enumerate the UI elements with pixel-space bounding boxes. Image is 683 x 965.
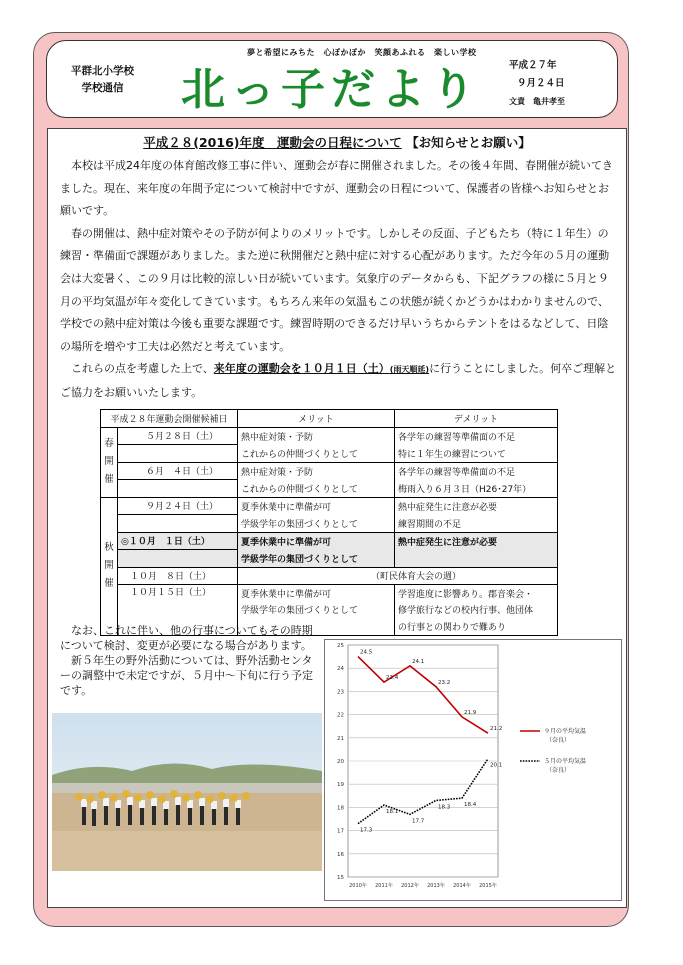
legend-label-sub: （奈良）: [546, 737, 571, 744]
table-row: [101, 585, 558, 602]
x-tick-label: 2011年: [375, 883, 393, 889]
data-label: 21.9: [464, 709, 477, 716]
data-label: 21.2: [490, 726, 503, 733]
y-tick-label: 18: [337, 805, 344, 812]
row-merit: 学級学年の集団づくりとして: [238, 602, 395, 619]
data-label: 18.4: [464, 802, 477, 809]
row-merit: これからの仲間づくりとして: [238, 445, 395, 463]
data-label: 23.4: [386, 675, 399, 682]
table-row: [101, 462, 558, 480]
y-tick-label: 23: [337, 689, 344, 696]
row-date: ９月２４日（土）: [118, 497, 238, 515]
issue-date: ９月２４日: [517, 78, 565, 89]
data-label: 18.3: [438, 804, 451, 811]
table-row: [101, 515, 558, 533]
paragraph-1: 本校は平成24年度の体育館改修工事に伴い、運動会が春に開催されました。その後４年間、春開催が続いてきました。現在、来年度の年間予定について検討中ですが、運動会の日程について、保護者の皆様へお知らせとお願いです。: [60, 159, 613, 218]
row-demerit: 梅雨入り６月３日（H26･27年）: [395, 480, 558, 498]
temperature-chart: [324, 639, 622, 901]
headline-tag: 【お知らせとお願い】: [406, 135, 531, 150]
newsletter-title: 北っ子だより: [181, 64, 481, 115]
row-demerit: 特に１年生の練習について: [395, 445, 558, 463]
y-tick-label: 16: [337, 851, 344, 858]
data-label: 24.5: [360, 649, 373, 656]
y-tick-label: 15: [337, 875, 344, 881]
data-label: 24.1: [412, 658, 425, 665]
row-date-blank: [118, 480, 238, 498]
row-date-blank: [118, 550, 238, 568]
data-label: 18.1: [386, 809, 399, 816]
y-tick-label: 25: [337, 643, 344, 649]
main-panel: [47, 128, 627, 908]
photo-illustration: [52, 713, 322, 871]
table-row: [101, 497, 558, 515]
sports-day-photo: [52, 713, 322, 871]
side-paragraph-2: 新５年生の野外活動については、野外活動センターの調整中で未定ですが、５月中～下旬に行う予定です。: [60, 654, 313, 697]
y-tick-label: 24: [337, 666, 344, 673]
date-block: [509, 57, 565, 111]
header-dates: 平成２８年運動会開催候補日: [101, 410, 238, 428]
row-date-blank: [118, 515, 238, 533]
newsletter-type: 学校通信: [81, 82, 124, 94]
x-tick-label: 2015年: [479, 883, 497, 889]
side-text: [60, 623, 322, 698]
legend-label: ５月の平均気温: [544, 758, 587, 765]
row-date: １０月 ８日（土）: [118, 567, 238, 585]
autumn-label: 秋開催: [101, 497, 118, 635]
x-tick-label: 2012年: [401, 883, 419, 889]
table-row: [101, 427, 558, 445]
paragraph-3-pre: これらの点を考慮した上で、: [71, 362, 214, 376]
rain-note: (雨天順延): [389, 365, 430, 375]
school-name-block: [71, 63, 134, 97]
data-label: 17.7: [412, 818, 425, 825]
row-merit: 学級学年の集団づくりとして: [238, 550, 395, 568]
chart-border: [325, 640, 622, 901]
y-tick-label: 19: [337, 782, 344, 789]
side-paragraph-1: なお、これに伴い、他の行事についてもその時期について検討、変更が必要になる場合があります。: [60, 624, 313, 652]
paragraph-2: 春の開催は、熱中症対策やその予防が何よりのメリットです。しかしその反面、子どもたち（特に１年生）の練習・準備面で課題がありました。また逆に秋開催だと熱中症に対する心配があります。ただ今年の５月の運動会は大変暑く、この９月は比較的涼しい日が続いています。気象庁のデータからも、下記グラフの様に５月と９月の平均気温が年々変化してきています。もちろん来年の気温もこの状態が続くかどうかはわかりませんので、学校での熱中症対策は今後も重要な課題です。練習時期のできるだけ早いうちからテントをはるなどして、日陰の場所を増やす工夫は必然だと考えています。: [60, 226, 610, 353]
x-tick-label: 2010年: [349, 883, 367, 889]
row-demerit: [395, 550, 558, 568]
header-demerit: デメリット: [395, 410, 558, 428]
row-demerit: 修学旅行などの校内行事、他団体: [395, 602, 558, 619]
spring-label: 春開催: [101, 427, 118, 497]
x-tick-label: 2014年: [453, 883, 471, 889]
row-demerit: 熱中症発生に注意が必要: [395, 497, 558, 515]
paragraph-3-bold: 来年度の運動会を１０月１日（土）: [213, 362, 390, 376]
article-body: [60, 155, 618, 405]
schedule-table: [100, 409, 558, 636]
row-demerit: 各学年の練習等準備面の不足: [395, 462, 558, 480]
row-demerit: 熱中症発生に注意が必要: [395, 532, 558, 550]
row-date-blank: [118, 445, 238, 463]
x-tick-label: 2013年: [427, 883, 445, 889]
y-tick-label: 22: [337, 712, 344, 719]
row-date: ５月２８日（土）: [118, 427, 238, 445]
row-date: １０月１５日（土）: [118, 585, 238, 636]
row-merit: 熱中症対策・予防: [238, 427, 395, 445]
table-row-selected: [101, 532, 558, 550]
row-date-selected: ◎１０月 １日（土）: [118, 532, 238, 550]
data-label: 17.3: [360, 827, 373, 834]
data-label: 20.1: [490, 762, 503, 769]
legend-label: ９月の平均気温: [544, 728, 587, 735]
y-tick-label: 20: [337, 759, 344, 765]
school-name: 平群北小学校: [71, 65, 134, 77]
row-merit: 熱中症対策・予防: [238, 462, 395, 480]
row-merit: 夏季休業中に準備が可: [238, 585, 395, 602]
era-year: 平成２７年: [509, 60, 557, 71]
table-row: [101, 445, 558, 463]
row-demerit: 学習進度に影響あり。郡音楽会・: [395, 585, 558, 602]
school-slogan: 夢と希望にみちた 心ぽかぽか 笑顔あふれる 楽しい学校: [247, 48, 477, 57]
row-demerit: 各学年の練習等準備面の不足: [395, 427, 558, 445]
headline-main: 平成２８(2016)年度 運動会の日程について: [143, 135, 402, 150]
paragraph-3-post: に行うことにしました。何卒ご理解とご協力をお願いいたします。: [60, 362, 617, 399]
row-demerit: の行事との関わりで難あり: [395, 618, 558, 635]
table-header-row: [101, 410, 558, 428]
row-date: ６月 ４日（土）: [118, 462, 238, 480]
table-row-selected: [101, 550, 558, 568]
row-merit: 学級学年の集団づくりとして: [238, 515, 395, 533]
header-merit: メリット: [238, 410, 395, 428]
row-merit: 夏季休業中に準備が可: [238, 497, 395, 515]
row-merit: これからの仲間づくりとして: [238, 480, 395, 498]
article-headline: [48, 133, 626, 151]
masthead: [46, 40, 618, 118]
row-demerit: 練習期間の不足: [395, 515, 558, 533]
row-note: （町民体育大会の週）: [238, 567, 558, 585]
table-row: [101, 480, 558, 498]
data-label: 23.2: [438, 679, 451, 686]
row-merit: 夏季休業中に準備が可: [238, 532, 395, 550]
y-tick-label: 21: [337, 735, 344, 742]
paragraph-3: [60, 358, 618, 404]
legend-label-sub: （奈良）: [546, 767, 571, 774]
author: 文責 亀井孝至: [509, 97, 565, 106]
chart-svg: [324, 639, 622, 901]
table-row: [101, 567, 558, 585]
y-tick-label: 17: [337, 828, 344, 835]
